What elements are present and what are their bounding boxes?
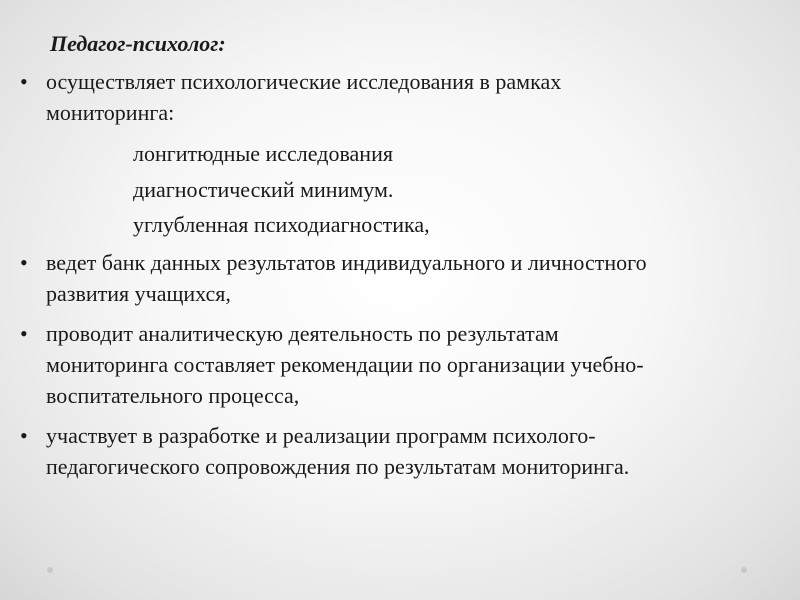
bullet-icon: •: [20, 321, 28, 346]
bullet-icon: •: [20, 250, 28, 275]
bullet-item-text: ведет банк данных результатов индивидуального и личностного: [46, 250, 647, 275]
bullet-item-text-continued: мониторинга составляет рекомендации по организации учебно-: [46, 352, 644, 377]
bullet-item-research: [20, 66, 561, 128]
bullet-item-text-continued: мониторинга:: [46, 100, 175, 125]
bullet-item-text-continued: развития учащихся,: [46, 281, 231, 306]
bullet-item-programs: [20, 420, 629, 482]
subitem-diagnostic-minimum: диагностический минимум.: [133, 177, 394, 202]
bullet-item-analysis: [20, 318, 644, 411]
bullet-icon: •: [20, 423, 28, 448]
bullet-item-text-continued: педагогического сопровождения по результатам мониторинга.: [46, 454, 630, 479]
bullet-item-text: осуществляет психологические исследования в рамках: [46, 69, 562, 94]
subitem-psychodiagnostics: углубленная психодиагностика,: [133, 212, 430, 237]
bullet-item-text: участвует в разработке и реализации программ психолого-: [46, 423, 596, 448]
corner-dot-right-decoration: [741, 567, 747, 573]
slide-heading: Педагог-психолог:: [50, 31, 226, 56]
bullet-item-database: [20, 247, 647, 309]
bullet-icon: •: [20, 69, 28, 94]
bullet-item-text-continued: воспитательного процесса,: [46, 383, 300, 408]
corner-dot-left-decoration: [47, 567, 53, 573]
subitem-longitudinal: лонгитюдные исследования: [133, 141, 393, 166]
bullet-item-text: проводит аналитическую деятельность по результатам: [46, 321, 559, 346]
